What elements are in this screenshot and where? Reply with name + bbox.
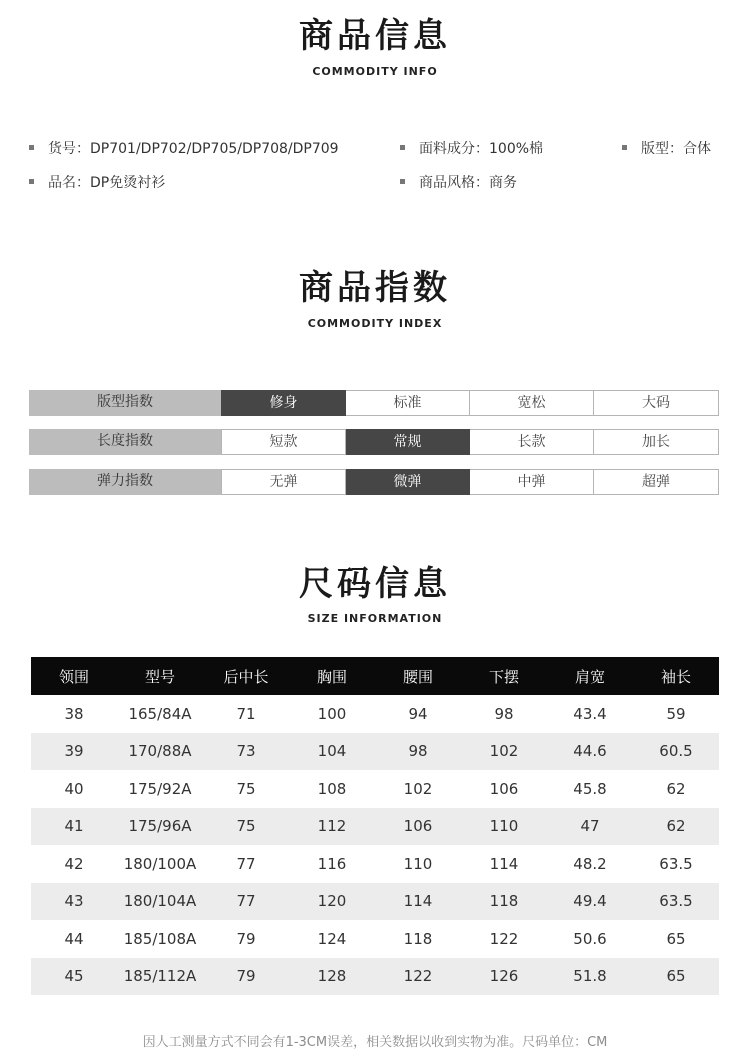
- table-cell: 175/92A: [128, 779, 192, 798]
- table-cell: 50.6: [573, 929, 607, 948]
- table-cell: 44: [64, 929, 84, 948]
- index-option: 长款: [470, 429, 594, 455]
- commodity-index-title: 商品指数: [299, 268, 451, 308]
- size-footnote: 因人工测量方式不同会有1-3CM误差，相关数据以收到实物为准。尺码单位：CM: [142, 1035, 608, 1050]
- index-option: 大码: [594, 390, 719, 416]
- bullet-icon: [29, 179, 34, 184]
- table-cell: 41: [31, 808, 117, 846]
- table-cell: 79: [203, 958, 289, 996]
- table-cell: 48.2: [573, 854, 607, 873]
- index-option: 中弹: [470, 469, 594, 495]
- table-cell: 110: [403, 854, 433, 873]
- index-option: 加长: [594, 429, 719, 455]
- index-option: 宽松: [470, 390, 594, 416]
- table-cell: 77: [203, 883, 289, 921]
- table-cell: 63.5: [633, 883, 719, 921]
- table-cell: 43: [31, 883, 117, 921]
- index-label: 长度指数: [29, 429, 221, 455]
- table-cell: 44.6: [547, 733, 633, 771]
- size-table-header: [31, 657, 719, 695]
- table-cell: 126: [461, 958, 547, 996]
- index-row-fit: [29, 390, 719, 416]
- column-header-sleeve: 袖长: [633, 657, 719, 695]
- column-header-model: 型号: [117, 657, 203, 695]
- table-cell: 165/84A: [128, 704, 192, 723]
- index-option: 标准: [346, 390, 470, 416]
- table-cell: 47: [547, 808, 633, 846]
- table-cell: 118: [403, 929, 433, 948]
- table-cell: 110: [461, 808, 547, 846]
- table-cell: 40: [64, 779, 84, 798]
- table-row: [31, 845, 719, 883]
- info-item-style: 商品风格：商务: [400, 172, 517, 192]
- column-header-collar: 领围: [31, 657, 117, 695]
- table-cell: 94: [408, 704, 428, 723]
- table-cell: 100: [317, 704, 347, 723]
- info-item-product-code: 货号：DP701/DP702/DP705/DP708/DP709: [29, 138, 339, 158]
- table-cell: 128: [289, 958, 375, 996]
- index-label: 弹力指数: [29, 469, 221, 495]
- table-cell: 62: [633, 808, 719, 846]
- table-cell: 63.5: [659, 854, 693, 873]
- bullet-icon: [622, 145, 627, 150]
- info-item-product-name: 品名：DP免烫衬衫: [29, 172, 165, 192]
- table-cell: 116: [317, 854, 347, 873]
- table-row: [31, 958, 719, 996]
- table-cell: 75: [203, 808, 289, 846]
- table-cell: 106: [375, 808, 461, 846]
- column-header-chest: 胸围: [289, 657, 375, 695]
- table-cell: 180/104A: [117, 883, 203, 921]
- column-header-back-length: 后中长: [203, 657, 289, 695]
- table-cell: 124: [317, 929, 347, 948]
- index-option: 短款: [221, 429, 346, 455]
- column-header-shoulder: 肩宽: [547, 657, 633, 695]
- table-cell: 112: [289, 808, 375, 846]
- table-cell: 77: [236, 854, 256, 873]
- table-cell: 114: [375, 883, 461, 921]
- index-option: 无弹: [221, 469, 346, 495]
- table-cell: 71: [236, 704, 256, 723]
- table-cell: 38: [64, 704, 84, 723]
- table-row: [31, 920, 719, 958]
- table-cell: 79: [236, 929, 256, 948]
- table-row: [31, 695, 719, 733]
- index-row-length: [29, 429, 719, 455]
- table-cell: 118: [461, 883, 547, 921]
- table-cell: 43.4: [573, 704, 607, 723]
- bullet-icon: [400, 179, 405, 184]
- table-cell: 59: [666, 704, 686, 723]
- table-cell: 60.5: [633, 733, 719, 771]
- table-cell: 108: [317, 779, 347, 798]
- table-cell: 122: [489, 929, 519, 948]
- table-cell: 65: [633, 958, 719, 996]
- table-cell: 180/100A: [123, 854, 197, 873]
- table-cell: 170/88A: [117, 733, 203, 771]
- table-cell: 42: [64, 854, 84, 873]
- size-table: [31, 657, 719, 995]
- commodity-info-title: 商品信息: [299, 16, 451, 56]
- index-option: 常规: [346, 429, 470, 455]
- table-cell: 65: [666, 929, 686, 948]
- bullet-icon: [400, 145, 405, 150]
- table-cell: 75: [236, 779, 256, 798]
- table-cell: 106: [489, 779, 519, 798]
- info-item-fabric: 面料成分：100%棉: [400, 138, 543, 158]
- table-cell: 185/108A: [123, 929, 197, 948]
- table-cell: 45: [31, 958, 117, 996]
- column-header-waist: 腰围: [375, 657, 461, 695]
- table-cell: 51.8: [547, 958, 633, 996]
- table-cell: 104: [289, 733, 375, 771]
- table-cell: 49.4: [547, 883, 633, 921]
- column-header-hem: 下摆: [461, 657, 547, 695]
- size-info-subtitle: SIZE INFORMATION: [307, 612, 443, 625]
- table-cell: 45.8: [573, 779, 607, 798]
- size-info-title: 尺码信息: [299, 564, 451, 604]
- table-cell: 120: [289, 883, 375, 921]
- table-row: [31, 808, 719, 846]
- table-cell: 98: [375, 733, 461, 771]
- index-row-elasticity: [29, 469, 719, 495]
- table-cell: 39: [31, 733, 117, 771]
- commodity-index-subtitle: COMMODITY INDEX: [307, 317, 443, 330]
- table-cell: 62: [666, 779, 686, 798]
- index-option: 超弹: [594, 469, 719, 495]
- commodity-info-subtitle: COMMODITY INFO: [312, 65, 438, 78]
- table-cell: 122: [375, 958, 461, 996]
- table-cell: 114: [489, 854, 519, 873]
- table-row: [31, 770, 719, 808]
- info-item-fit: 版型：合体: [622, 138, 711, 158]
- bullet-icon: [29, 145, 34, 150]
- table-row: [31, 883, 719, 921]
- index-option: 微弹: [346, 469, 470, 495]
- index-label: 版型指数: [29, 390, 221, 416]
- table-cell: 175/96A: [117, 808, 203, 846]
- table-row: [31, 733, 719, 771]
- table-cell: 98: [494, 704, 514, 723]
- index-option: 修身: [221, 390, 346, 416]
- table-cell: 102: [461, 733, 547, 771]
- table-cell: 73: [203, 733, 289, 771]
- table-cell: 185/112A: [117, 958, 203, 996]
- table-cell: 102: [403, 779, 433, 798]
